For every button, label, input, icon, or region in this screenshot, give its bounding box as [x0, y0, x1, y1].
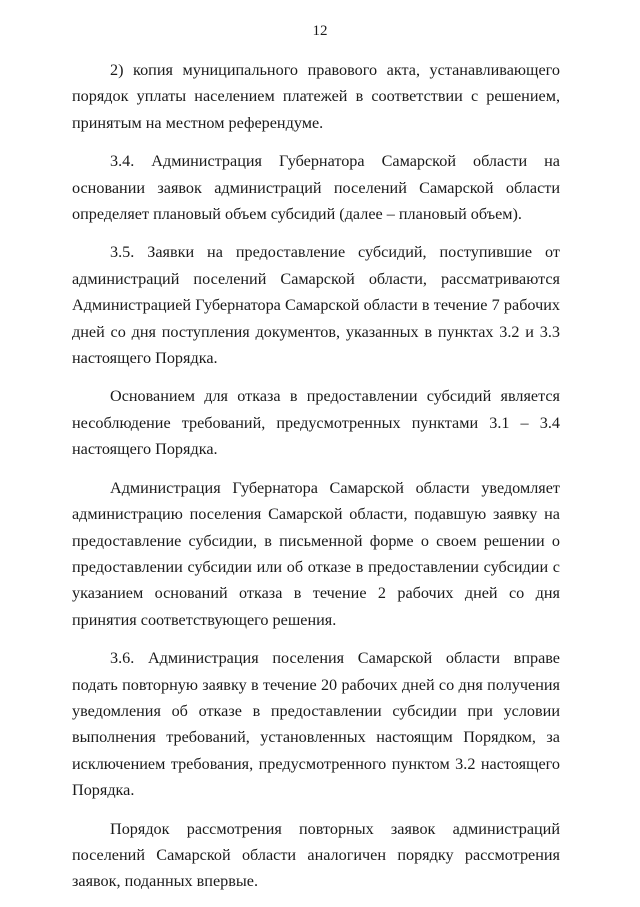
paragraph-7: Порядок рассмотрения повторных заявок администраций поселений Самарской области аналогичен порядку рассмотрения заявок, поданных впервые. [72, 819, 560, 891]
paragraph-2: 3.4. Администрация Губернатора Самарской области на основании заявок администраций поселений Самарской области определяет плановый объем субсидий (далее – плановый объем). [72, 152, 560, 224]
paragraph-4: Основанием для отказа в предоставлении субсидий является несоблюдение требований, предусмотренных пунктами 3.1 – 3.4 настоящего Порядка. [72, 387, 560, 459]
paragraph-5: Администрация Губернатора Самарской области уведомляет администрацию поселения Самарской области, подавшую заявку на предоставление субсидии, в письменной форме о своем решении о предоставлении субсидии или об отказе в предоставлении субсидии с указанием оснований отказа в течение 2 рабочих дней со дня принятия соответствующего решения. [72, 478, 560, 629]
page-number: 12 [312, 23, 328, 39]
paragraph-6: 3.6. Администрация поселения Самарской области вправе подать повторную заявку в течение 20 рабочих дней со дня получения уведомления об отказе в предоставлении субсидии при условии выполнения требований, установленных настоящим Порядком, за исключением требования, предусмотренного пунктом 3.2 настоящего Порядка. [72, 649, 560, 800]
paragraph-1: 2) копия муниципального правового акта, устанавливающего порядок уплаты населением платежей в соответствии с решением, принятым на местном референдуме. [72, 61, 560, 132]
paragraph-3: 3.5. Заявки на предоставление субсидий, поступившие от администраций поселений Самарской области, рассматриваются Администрацией Губернатора Самарской области в течение 7 рабочих дней со дня поступления документов, указанных в пунктах 3.2 и 3.3 настоящего Порядка. [72, 243, 560, 368]
document-body [72, 57, 560, 907]
